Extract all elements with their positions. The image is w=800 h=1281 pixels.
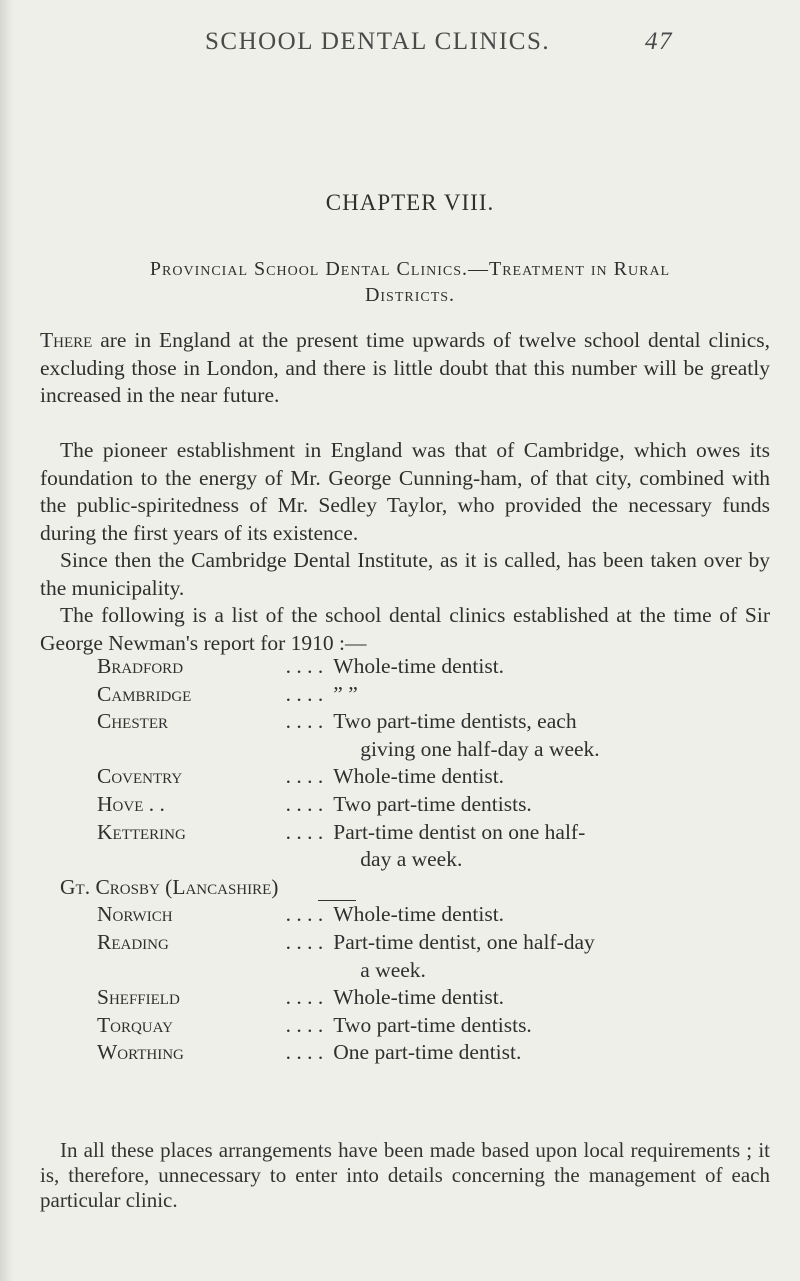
book-page <box>40 0 780 1281</box>
page-number: 47 <box>645 28 673 55</box>
clinic-place: Hove . . <box>97 791 165 816</box>
clinic-place: Chester <box>97 709 169 734</box>
clinic-description: Whole-time dentist. <box>333 902 505 927</box>
clinic-list <box>60 653 770 1067</box>
clinic-description: Two part-time dentists. <box>333 1012 532 1037</box>
paragraph-closing <box>40 1138 770 1213</box>
clinic-description: Two part-time dentists. <box>333 791 532 816</box>
clinic-description: Whole-time dentist. <box>333 654 505 678</box>
paragraph-intro <box>40 327 770 410</box>
leader-dots: . . . . <box>285 929 324 954</box>
leader-dots: . . . . <box>285 681 324 706</box>
clinic-row <box>60 901 770 929</box>
clinic-row <box>60 653 770 681</box>
clinic-description: ” ” <box>333 681 358 706</box>
clinic-row <box>60 984 770 1012</box>
book-spine-shadow <box>0 0 14 1281</box>
paragraph-institute <box>40 547 770 602</box>
paragraph-lead-word: There <box>40 328 93 352</box>
clinic-row <box>60 1039 770 1067</box>
paragraph-intro-text: are in England at the present time upwards of twelve school dental clinics, excluding those in London, and there is little doubt that this number will be greatly increased in the near future. <box>40 328 770 408</box>
clinic-place: Worthing <box>97 1040 184 1065</box>
clinic-description-line: Part-time dentist on one half- <box>333 819 586 844</box>
clinic-description-line: Part-time dentist, one half-day <box>333 929 595 954</box>
clinic-row <box>60 681 770 709</box>
paragraph-pioneer <box>40 437 770 547</box>
leader-dots: . . . . <box>285 819 324 844</box>
chapter-subtitle-line-2: Districts. <box>364 284 456 306</box>
running-title: SCHOOL DENTAL CLINICS. <box>205 28 551 55</box>
clinic-description-line: Two part-time dentists, each <box>333 709 577 734</box>
clinic-description-continued: day a week. <box>360 847 463 872</box>
clinic-place-crosby: Gt. Crosby (Lancashire) <box>60 874 279 899</box>
paragraph-list-intro <box>40 602 770 657</box>
clinic-place: Cambridge <box>97 681 192 706</box>
clinic-row <box>60 1012 770 1040</box>
chapter-subtitle <box>40 256 780 308</box>
leader-dots: . . . . <box>285 985 324 1010</box>
dash-rule <box>318 874 356 902</box>
leader-dots: . . . . <box>285 902 324 927</box>
leader-dots: . . . . <box>285 654 324 678</box>
clinic-row <box>60 819 770 874</box>
leader-dots: . . . . <box>285 1040 324 1065</box>
clinic-row <box>60 763 770 791</box>
clinic-row <box>60 929 770 984</box>
leader-dots: . . . . <box>285 791 324 816</box>
clinic-place: Norwich <box>97 902 173 927</box>
clinic-description <box>325 708 770 763</box>
clinic-place: Kettering <box>97 819 186 844</box>
paragraph-closing-text: In all these places arrangements have been made based upon local requirements ; it is, therefore, unnecessary to enter into details concerning the management of each particular clinic. <box>40 1138 770 1212</box>
clinic-description <box>325 819 770 874</box>
clinic-place: Bradford <box>97 654 184 678</box>
clinic-row <box>60 708 770 763</box>
clinic-description: Whole-time dentist. <box>333 985 505 1010</box>
clinic-place: Torquay <box>97 1012 173 1037</box>
clinic-description: Whole-time dentist. <box>333 764 505 789</box>
clinic-description: One part-time dentist. <box>333 1040 522 1065</box>
clinic-place: Reading <box>97 929 169 954</box>
clinic-description-continued: giving one half-day a week. <box>360 736 600 761</box>
clinic-place: Coventry <box>97 764 183 789</box>
clinic-row <box>60 791 770 819</box>
paragraph-list-intro-text: The following is a list of the school dental clinics established at the time of Sir George Newman's report for 1910 :— <box>40 603 770 655</box>
clinic-description-continued: a week. <box>360 957 426 982</box>
chapter-subtitle-line-1: Provincial School Dental Clinics.—Treatment in Rural <box>149 258 671 280</box>
leader-dots: . . . . <box>285 1012 324 1037</box>
clinic-description <box>325 929 770 984</box>
leader-dots: . . . . <box>285 709 324 734</box>
chapter-heading: CHAPTER VIII. <box>325 190 495 215</box>
clinic-place: Sheffield <box>97 985 180 1010</box>
clinic-row-crosby <box>60 874 770 902</box>
leader-dots: . . . . <box>285 764 324 789</box>
paragraph-institute-text: Since then the Cambridge Dental Institute, as it is called, has been taken over by the municipality. <box>40 548 770 600</box>
paragraph-pioneer-text: The pioneer establishment in England was that of Cambridge, which owes its foundation to the energy of Mr. George Cunning-ham, of that city, combined with the public-spiritedness of Mr. Sedley Taylor, who provided the necessary funds during the first years of its existence. <box>40 438 770 545</box>
